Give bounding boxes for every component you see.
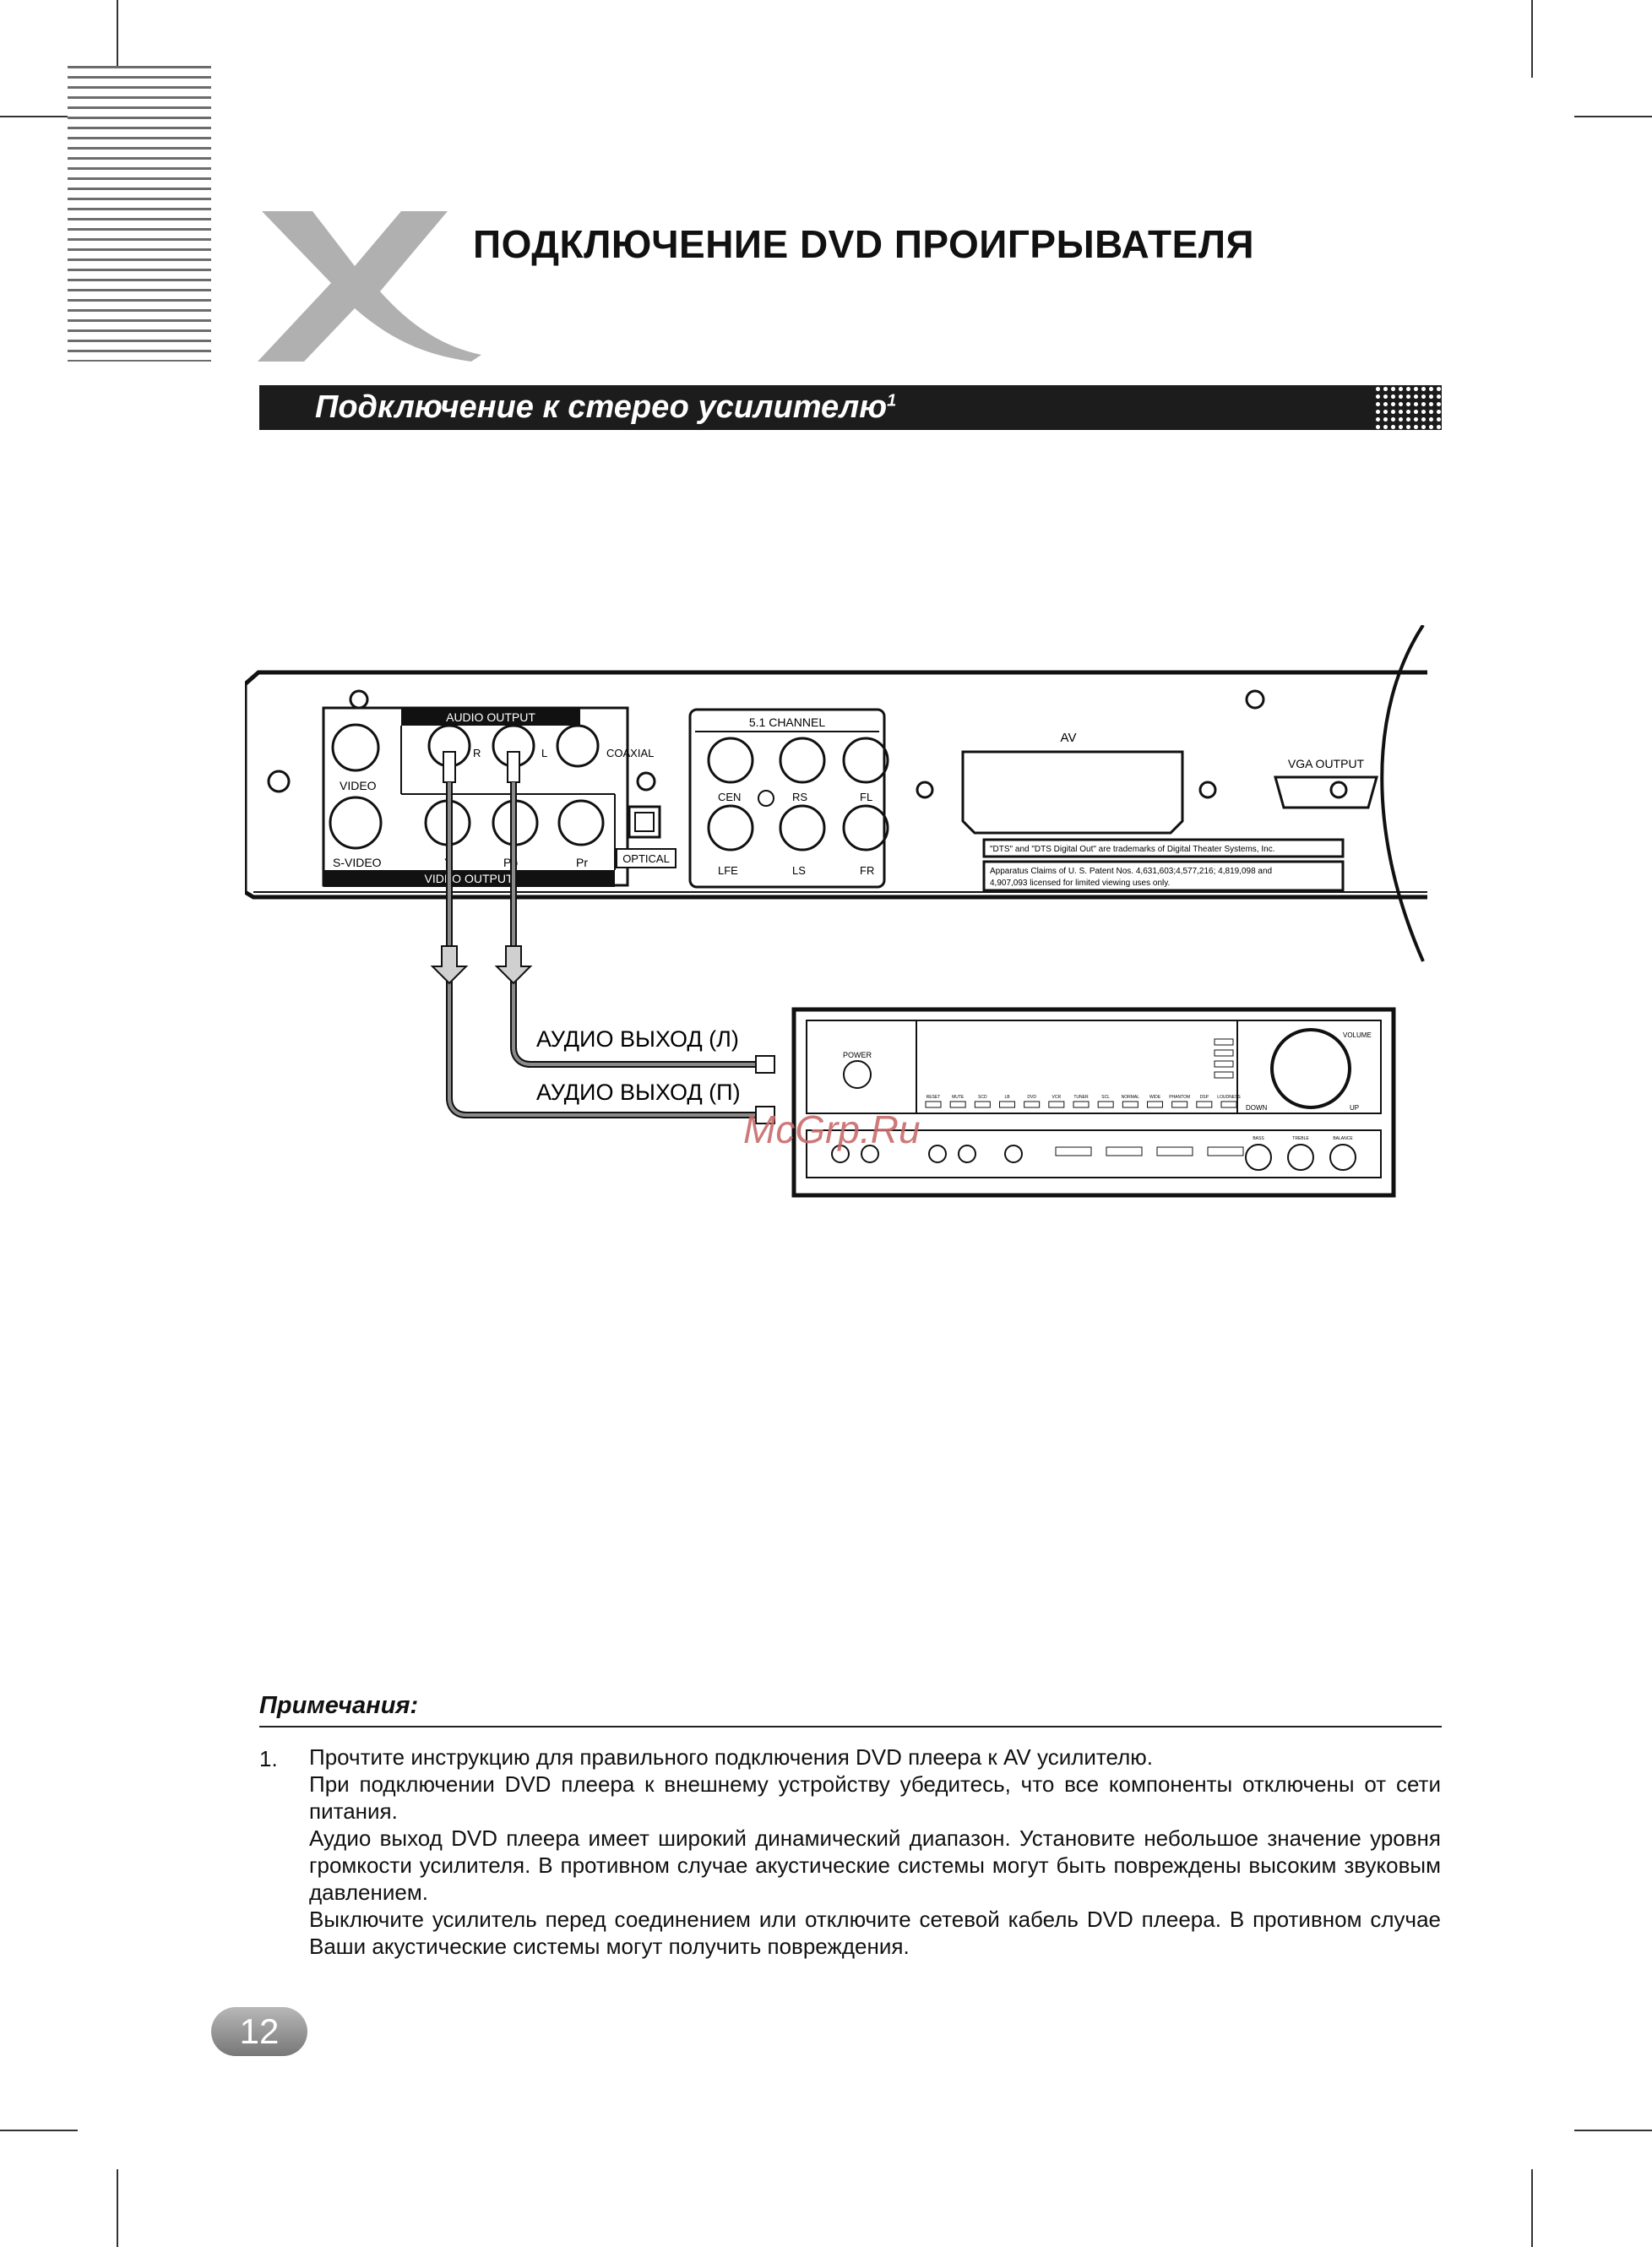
- amp-button: [926, 1102, 941, 1107]
- amp-knob-label: TREBLE: [1292, 1136, 1309, 1141]
- notes-heading: Примечания:: [259, 1692, 419, 1719]
- amp-jack: [959, 1145, 975, 1162]
- crop-mark: [1574, 116, 1652, 117]
- amp-button-label: NORMAL: [1121, 1095, 1140, 1100]
- audio-output-label: AUDIO OUTPUT: [446, 710, 535, 724]
- note-number: 1.: [259, 1746, 278, 1771]
- section-heading-text: Подключение к стерео усилителю: [315, 389, 888, 425]
- amp-button: [1073, 1102, 1089, 1107]
- section-heading: [315, 389, 896, 426]
- amp-button: [1049, 1102, 1064, 1107]
- amp-button: [1197, 1102, 1212, 1107]
- amp-jack: [929, 1145, 946, 1162]
- amp-switch: [1056, 1147, 1091, 1156]
- note-line: Выключите усилитель перед соединением или отключите сетевой кабель DVD плеера. В противном случае Ваши акустические системы могут получить повреждения.: [309, 1907, 1441, 1959]
- amp-jack: [1005, 1145, 1022, 1162]
- audio-out-right-label: АУДИО ВЫХОД (П): [536, 1080, 741, 1105]
- rs-label: RS: [792, 791, 808, 803]
- amp-button: [1148, 1102, 1163, 1107]
- amp-button: [1000, 1102, 1015, 1107]
- amp-button-label: DSP: [1199, 1095, 1209, 1100]
- crop-mark: [117, 2169, 118, 2247]
- amp-knob: [1330, 1145, 1356, 1170]
- amp-button-label: RESET: [926, 1095, 941, 1100]
- amp-switch: [1208, 1147, 1243, 1156]
- amp-up-label: UP: [1350, 1104, 1360, 1112]
- amp-button-label: LB: [1004, 1095, 1010, 1100]
- rca-plugs: [443, 752, 519, 782]
- amp-button: [1221, 1102, 1236, 1107]
- fl-label: FL: [860, 791, 873, 803]
- cen-label: CEN: [718, 791, 742, 803]
- amp-button-label: SCL: [1101, 1095, 1111, 1100]
- crop-mark: [0, 2130, 78, 2131]
- watermark: McGrp.Ru: [743, 1107, 921, 1151]
- amp-down-label: DOWN: [1246, 1104, 1268, 1112]
- av-label: AV: [1060, 731, 1077, 745]
- pb-jack-label: Pb: [503, 856, 519, 869]
- patent-line-2: 4,907,093 licensed for limited viewing uses only.: [990, 879, 1171, 888]
- amp-button: [1122, 1102, 1138, 1107]
- av-scart-block: [963, 731, 1377, 890]
- amp-knob-label: BASS: [1253, 1136, 1264, 1141]
- amp-button-label: VCR: [1052, 1095, 1062, 1100]
- brand-x-logo: [253, 203, 481, 363]
- note-body: [309, 1744, 1441, 1960]
- page-title: ПОДКЛЮЧЕНИЕ DVD ПРОИГРЫВАТЕЛЯ: [473, 222, 1255, 266]
- amp-knob: [1246, 1145, 1271, 1170]
- amp-volume-label: VOLUME: [1343, 1031, 1372, 1039]
- optical-label: OPTICAL: [622, 852, 670, 865]
- y-jack-label: Y: [444, 856, 453, 869]
- amp-button-label: LOUDNESS: [1217, 1095, 1241, 1100]
- right-jack-label: R: [473, 747, 481, 759]
- patent-line-1: Apparatus Claims of U. S. Patent Nos. 4,631,603;4,577,216; 4,819,098 and: [990, 867, 1273, 876]
- coaxial-label: COAXIAL: [606, 747, 655, 759]
- s-video-label: S-VIDEO: [333, 856, 382, 869]
- signal-arrows: [432, 946, 530, 983]
- amp-knob-label: BALANCE: [1333, 1136, 1353, 1141]
- amp-button: [950, 1102, 965, 1107]
- amp-button: [1098, 1102, 1113, 1107]
- crop-mark: [1531, 0, 1533, 78]
- amp-button: [1024, 1102, 1040, 1107]
- lfe-label: LFE: [718, 864, 738, 877]
- amp-button-label: TUNER: [1073, 1095, 1089, 1100]
- audio-out-left-label: АУДИО ВЫХОД (Л): [536, 1026, 739, 1052]
- crop-mark: [0, 116, 78, 117]
- notes-divider: [259, 1726, 1442, 1727]
- amp-knob: [1288, 1145, 1313, 1170]
- video-jack-label: VIDEO: [340, 779, 377, 792]
- left-jack-label: L: [541, 747, 548, 759]
- halftone-dots: [1374, 385, 1442, 430]
- fr-label: FR: [860, 864, 875, 877]
- five-one-channel-label: 5.1 CHANNEL: [748, 715, 826, 729]
- amp-button-label: MUTE: [952, 1095, 965, 1100]
- amp-button-row: [926, 1095, 1241, 1107]
- amp-button-label: SCD: [978, 1095, 987, 1100]
- page-number: 12: [211, 2007, 307, 2056]
- crop-mark: [1531, 2169, 1533, 2247]
- av-connector-block: [323, 708, 676, 887]
- section-heading-bar: [259, 385, 1442, 430]
- video-output-label: VIDEO OUTPUT: [424, 872, 514, 885]
- amp-power-label: POWER: [842, 1051, 872, 1059]
- vga-output-label: VGA OUTPUT: [1287, 757, 1365, 770]
- pr-jack-label: Pr: [576, 856, 588, 869]
- amp-button: [975, 1102, 990, 1107]
- note-line: Прочтите инструкцию для правильного подключения DVD плеера к AV усилителю.: [309, 1744, 1154, 1770]
- note-line: При подключении DVD плеера к внешнему устройству убедитесь, что все компоненты отключены от сети питания.: [309, 1771, 1441, 1824]
- amp-switch: [1106, 1147, 1142, 1156]
- ls-label: LS: [792, 864, 806, 877]
- crop-mark: [1574, 2130, 1652, 2131]
- amp-switch: [1157, 1147, 1193, 1156]
- note-line: Аудио выход DVD плеера имеет широкий динамический диапазон. Установите небольшое значение уровня громкости усилителя. В противном случае акустические системы могут быть повреждены высоким звуковым давлением.: [309, 1825, 1441, 1905]
- dts-notice: "DTS" and "DTS Digital Out" are trademarks of Digital Theater Systems, Inc.: [990, 845, 1275, 854]
- amp-button: [1172, 1102, 1187, 1107]
- amp-button-label: PHANTOM: [1169, 1095, 1191, 1100]
- stereo-amplifier: [794, 1009, 1394, 1195]
- footnote-mark: 1: [887, 391, 897, 411]
- five-one-channel-block: [690, 710, 888, 887]
- amp-button-label: WIDE: [1149, 1095, 1161, 1100]
- amp-button-label: DVD: [1027, 1095, 1036, 1100]
- decorative-stripes: [68, 66, 211, 362]
